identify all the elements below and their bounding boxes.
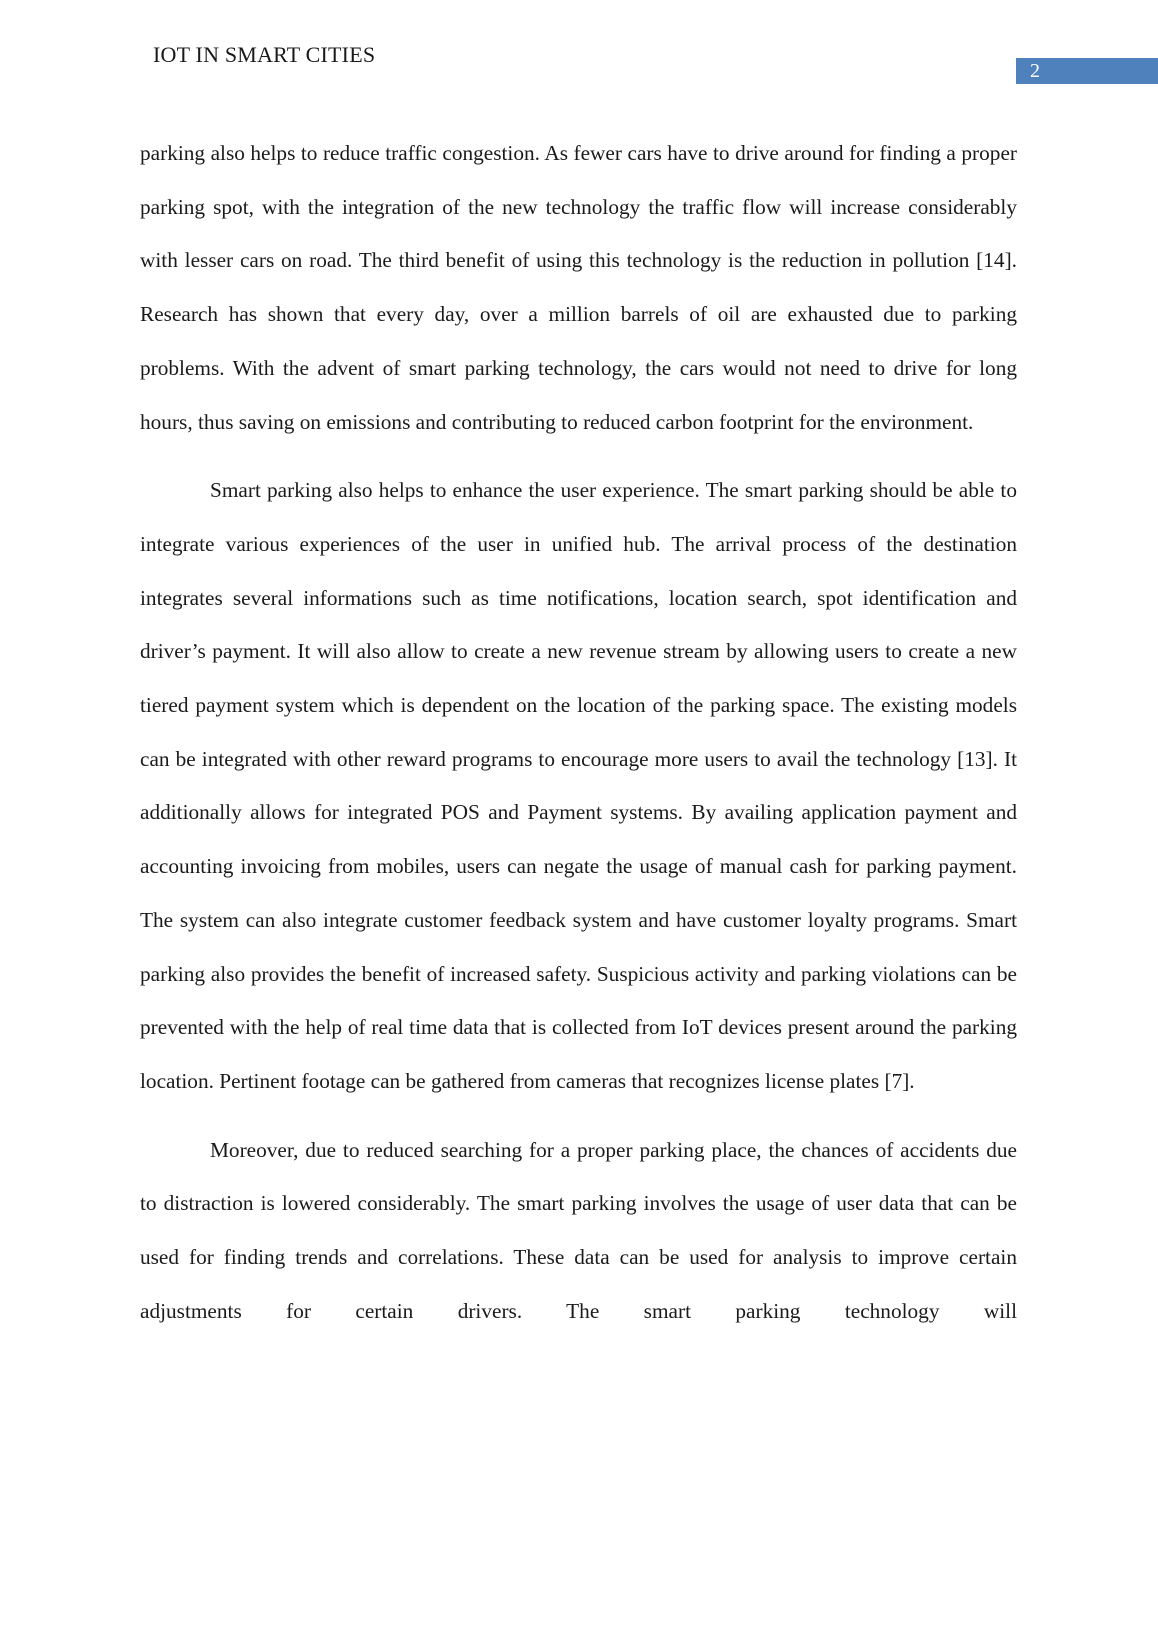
page-number-badge: 2 — [1016, 58, 1158, 84]
running-header-title: IOT IN SMART CITIES — [153, 42, 376, 67]
paragraph-3: Moreover, due to reduced searching for a proper parking place, the chances of accidents due to distraction is lowered considerably. The smart parking involves the usage of user data that can be used for finding trends and correlations. These data can be used for analysis to improve certain adjustments for certain drivers. The smart parking technology will — [140, 1137, 1017, 1323]
paragraph-1: parking also helps to reduce traffic congestion. As fewer cars have to drive around for finding a proper parking spot, with the integration of the new technology the traffic flow will increase considerably with lesser cars on road. The third benefit of using this technology is the reduction in pollution [14]. Research has shown that every day, over a million barrels of oil are exhausted due to parking problems. With the advent of smart parking technology, the cars would not need to drive for long hours, thus saving on emissions and contributing to reduced carbon footprint for the environment. — [140, 141, 1017, 434]
paragraph-2: Smart parking also helps to enhance the user experience. The smart parking should be able to integrate various experiences of the user in unified hub. The arrival process of the destination integrates several informations such as time notifications, location search, spot identification and driver’s payment. It will also allow to create a new revenue stream by allowing users to create a new tiered payment system which is dependent on the location of the parking space. The existing models can be integrated with other reward programs to encourage more users to avail the technology [13]. It additionally allows for integrated POS and Payment systems. By availing application payment and accounting invoicing from mobiles, users can negate the usage of manual cash for parking payment. The system can also integrate customer feedback system and have customer loyalty programs. Smart parking also provides the benefit of increased safety. Suspicious activity and parking violations can be prevented with the help of real time data that is collected from IoT devices present around the parking location. Pertinent footage can be gathered from cameras that recognizes license plates [7]. — [140, 478, 1017, 1093]
document-body — [140, 127, 1017, 1338]
